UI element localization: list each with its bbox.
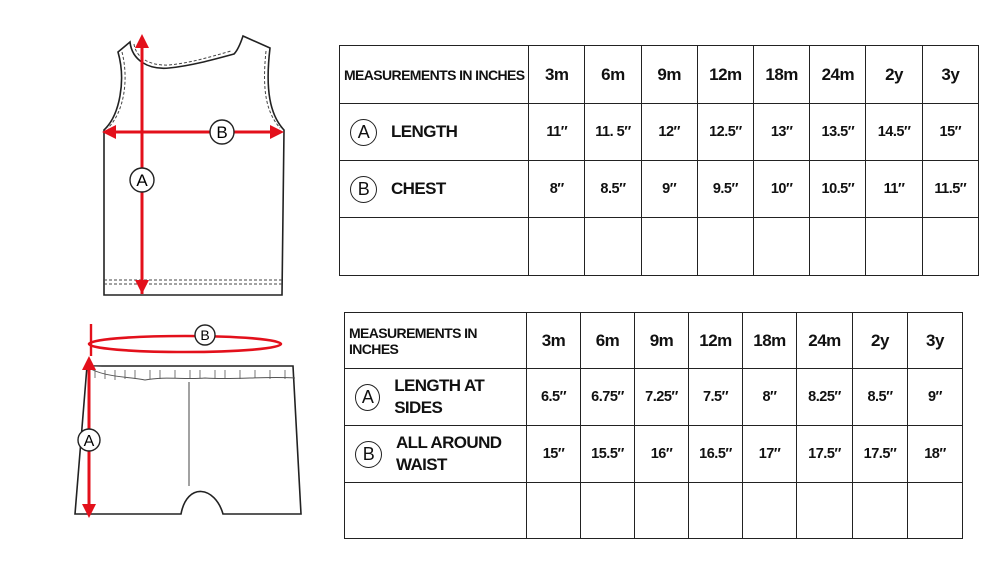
marker-circle: B bbox=[355, 441, 382, 468]
table-cell: 9″ bbox=[641, 161, 697, 218]
empty-row bbox=[340, 218, 979, 276]
size-header: 2y bbox=[853, 313, 908, 369]
size-header: 3m bbox=[527, 313, 581, 369]
empty-cell bbox=[689, 483, 743, 539]
table-row bbox=[345, 426, 963, 483]
marker-circle: A bbox=[355, 384, 380, 411]
row-label-text: LENGTH AT SIDES bbox=[394, 376, 485, 417]
empty-cell bbox=[810, 218, 866, 276]
table-cell: 15″ bbox=[922, 104, 978, 161]
table-cell: 17.5″ bbox=[797, 426, 853, 483]
table-cell: 8.5″ bbox=[585, 161, 641, 218]
empty-cell bbox=[697, 218, 753, 276]
length-marker: A bbox=[136, 171, 148, 190]
row-label bbox=[340, 161, 529, 218]
empty-cell bbox=[743, 483, 797, 539]
table-cell: 15.5″ bbox=[581, 426, 635, 483]
table-cell: 14.5″ bbox=[866, 104, 922, 161]
shorts-diagram bbox=[65, 318, 305, 523]
row-label-text: CHEST bbox=[391, 179, 446, 198]
size-header: 6m bbox=[585, 46, 641, 104]
header-label: MEASUREMENTS IN INCHES bbox=[345, 313, 527, 369]
table-cell: 8″ bbox=[529, 161, 585, 218]
table-cell: 11″ bbox=[866, 161, 922, 218]
size-header: 12m bbox=[689, 313, 743, 369]
row-label bbox=[340, 104, 529, 161]
table-cell: 11″ bbox=[529, 104, 585, 161]
size-header: 3y bbox=[922, 46, 978, 104]
size-header: 9m bbox=[641, 46, 697, 104]
empty-cell bbox=[527, 483, 581, 539]
tank-top-size-table bbox=[339, 45, 979, 276]
table-cell: 16.5″ bbox=[689, 426, 743, 483]
empty-cell bbox=[340, 218, 529, 276]
header-row bbox=[340, 46, 979, 104]
table-cell: 8.25″ bbox=[797, 369, 853, 426]
table-cell: 10.5″ bbox=[810, 161, 866, 218]
table-cell: 13″ bbox=[754, 104, 810, 161]
table-cell: 13.5″ bbox=[810, 104, 866, 161]
table-row bbox=[345, 369, 963, 426]
empty-cell bbox=[922, 218, 978, 276]
empty-cell bbox=[797, 483, 853, 539]
header-label: MEASUREMENTS IN INCHES bbox=[340, 46, 529, 104]
size-header: 24m bbox=[810, 46, 866, 104]
size-header: 3y bbox=[908, 313, 963, 369]
empty-cell bbox=[529, 218, 585, 276]
header-row bbox=[345, 313, 963, 369]
table-cell: 17.5″ bbox=[853, 426, 908, 483]
size-header: 12m bbox=[697, 46, 753, 104]
row-label bbox=[345, 426, 527, 483]
table-cell: 18″ bbox=[908, 426, 963, 483]
empty-cell bbox=[345, 483, 527, 539]
row-label-text: LENGTH bbox=[391, 122, 458, 141]
table-cell: 15″ bbox=[527, 426, 581, 483]
size-header: 24m bbox=[797, 313, 853, 369]
size-header: 6m bbox=[581, 313, 635, 369]
empty-cell bbox=[866, 218, 922, 276]
size-header: 3m bbox=[529, 46, 585, 104]
waist-marker: B bbox=[200, 327, 210, 343]
table-cell: 10″ bbox=[754, 161, 810, 218]
marker-circle: A bbox=[350, 119, 377, 146]
empty-row bbox=[345, 483, 963, 539]
table-cell: 9″ bbox=[908, 369, 963, 426]
side-length-marker: A bbox=[83, 433, 95, 450]
table-cell: 6.5″ bbox=[527, 369, 581, 426]
table-cell: 6.75″ bbox=[581, 369, 635, 426]
table-cell: 11. 5″ bbox=[585, 104, 641, 161]
empty-cell bbox=[908, 483, 963, 539]
size-header: 18m bbox=[754, 46, 810, 104]
waist-ellipse bbox=[89, 336, 281, 352]
table-cell: 8.5″ bbox=[853, 369, 908, 426]
table-cell: 12″ bbox=[641, 104, 697, 161]
table-cell: 16″ bbox=[635, 426, 689, 483]
table-row bbox=[340, 104, 979, 161]
table-cell: 11.5″ bbox=[922, 161, 978, 218]
table-cell: 8″ bbox=[743, 369, 797, 426]
size-header: 18m bbox=[743, 313, 797, 369]
empty-cell bbox=[754, 218, 810, 276]
empty-cell bbox=[635, 483, 689, 539]
table-cell: 12.5″ bbox=[697, 104, 753, 161]
marker-circle: B bbox=[350, 176, 377, 203]
empty-cell bbox=[853, 483, 908, 539]
table-cell: 9.5″ bbox=[697, 161, 753, 218]
empty-cell bbox=[641, 218, 697, 276]
table-cell: 7.5″ bbox=[689, 369, 743, 426]
size-header: 9m bbox=[635, 313, 689, 369]
tank-top-diagram bbox=[90, 30, 290, 305]
table-cell: 7.25″ bbox=[635, 369, 689, 426]
shorts-outline bbox=[75, 366, 301, 514]
row-label bbox=[345, 369, 527, 426]
empty-cell bbox=[585, 218, 641, 276]
chest-marker: B bbox=[216, 123, 228, 142]
size-header: 2y bbox=[866, 46, 922, 104]
table-row bbox=[340, 161, 979, 218]
tank-top-outline bbox=[104, 36, 284, 295]
empty-cell bbox=[581, 483, 635, 539]
shorts-size-table bbox=[344, 312, 963, 539]
row-label-text: ALL AROUND WAIST bbox=[396, 433, 502, 474]
table-cell: 17″ bbox=[743, 426, 797, 483]
